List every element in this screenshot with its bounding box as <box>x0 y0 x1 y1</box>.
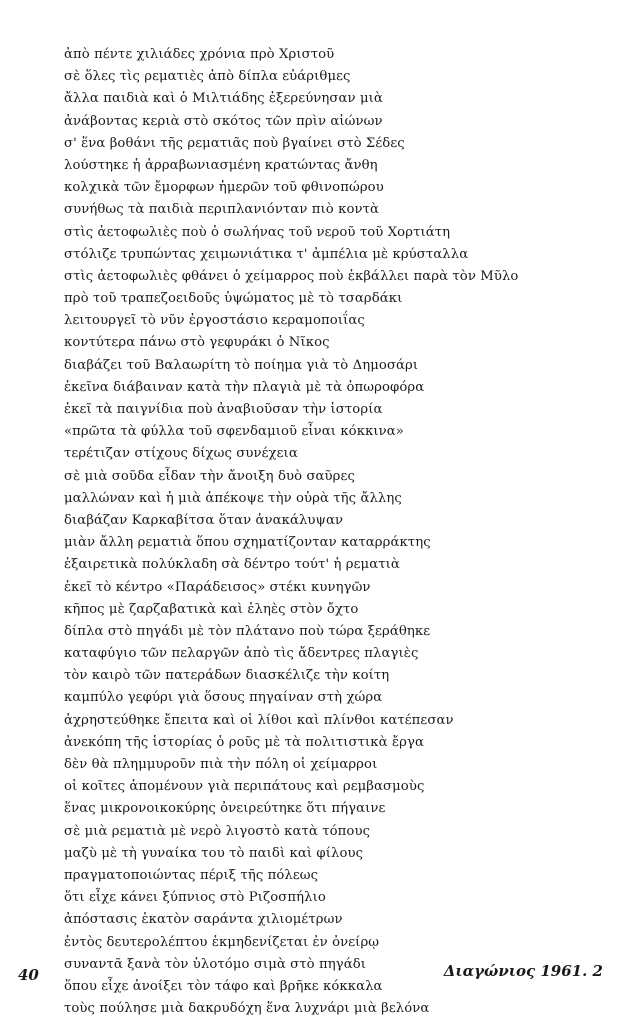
poem-line: διαβάζαν Καρκαβίτσα ὅταν ἀνακάλυψαν <box>64 512 344 528</box>
poem-line: στὶς ἀετοφωλιὲς ποὺ ὁ σωλήνας τοῦ νεροῦ τοῦ Χορτιάτη <box>64 224 451 240</box>
poem-line: μαζὺ μὲ τὴ γυναίκα του τὸ παιδὶ καὶ φίλους <box>64 845 364 861</box>
poem-line: τοὺς πούλησε μιὰ δακρυδόχη ἕνα λυχνάρι μιὰ βελόνα <box>64 1001 430 1017</box>
poem-line: δὲν θὰ πλημμυροῦν πιὰ τὴν πόλη οἱ χείμαρροι <box>64 757 378 772</box>
poem-line: λειτουργεῖ τὸ νῦν ἐργοστάσιο κεραμοποιΐας <box>64 313 365 329</box>
poem-line: ἀπόστασις ἑκατὸν σαράντα χιλιομέτρων <box>64 912 343 928</box>
poem-line: ἀνάβοντας κεριὰ στὸ σκότος τῶν πρὶν αἰώνων <box>64 113 383 129</box>
poem-line: κολχικὰ τῶν ἔμορφων ἡμερῶν τοῦ φθινοπώρου <box>64 180 384 196</box>
poem-line: μαλλώναν καὶ ἡ μιὰ ἀπέκοψε τὴν οὐρὰ τῆς ἄλλης <box>64 490 402 506</box>
poem-line: ἕνας μικρονοικοκύρης ὀνειρεύτηκε ὅτι πήγαινε <box>64 801 386 817</box>
poem-line: λούστηκε ἡ ἀρραβωνιασμένη κρατώντας ἄνθη <box>64 157 378 173</box>
poem-line: κῆπος μὲ ζαρζαβατικὰ καὶ ἐληὲς στὸν ὄχτο <box>64 601 359 617</box>
poem-line: σ' ἕνα βοθάνι τῆς ρεματιᾶς ποὺ βγαίνει στὸ Σέδες <box>64 135 405 151</box>
poem-text <box>64 44 604 1020</box>
poem-line: ὅπου εἶχε ἀνοίξει τὸν τάφο καὶ βρῆκε κόκκαλα <box>64 978 383 994</box>
poem-line: ἐξαιρετικὰ πολύκλαδη σὰ δέντρο τούτ' ἡ ρεματιὰ <box>64 557 400 573</box>
poem-line: ἀνεκόπη τῆς ἱστορίας ὁ ροῦς μὲ τὰ πολιτιστικὰ ἔργα <box>64 734 424 750</box>
poem-line: καταφύγιο τῶν πελαργῶν ἀπὸ τὶς ἄδεντρες πλαγιὲς <box>64 646 419 662</box>
poem-line: στὶς ἀετοφωλιὲς φθάνει ὁ χείμαρρος ποὺ ἐκβάλλει παρὰ τὸν Μῦλο <box>64 268 519 284</box>
journal-reference: Διαγώνιος 1961. 2 <box>443 962 603 980</box>
poem-line: δίπλα στὸ πηγάδι μὲ τὸν πλάτανο ποὺ τώρα ξεράθηκε <box>64 623 431 639</box>
poem-line: συνήθως τὰ παιδιὰ περιπλανιόνταν πιὸ κοντὰ <box>64 202 380 218</box>
poem-line: κοντύτερα πάνω στὸ γεφυράκι ὁ Νῖκος <box>64 335 330 351</box>
poem-line: σὲ μιὰ σοῦδα εἶδαν τὴν ἄνοιξη δυὸ σαῦρες <box>64 468 355 484</box>
poem-line: τερέτιζαν στίχους δίχως συνέχεια <box>64 446 298 462</box>
poem-line: στόλιζε τρυπώντας χειμωνιάτικα τ' ἀμπέλια μὲ κρύσταλλα <box>64 246 469 262</box>
poem-line: καμπύλο γεφύρι γιὰ ὅσους πηγαίναν στὴ χώρα <box>64 690 383 706</box>
poem-line: σὲ ὅλες τὶς ρεματιὲς ἀπὸ δίπλα εὐάριθμες <box>64 69 351 85</box>
poem-line: «πρῶτα τὰ φύλλα τοῦ σφενδαμιοῦ εἶναι κόκκινα» <box>64 424 404 440</box>
poem-line: ἐντὸς δευτερολέπτου ἑκμηδενίζεται ἐν ὀνείρῳ <box>64 934 380 950</box>
poem-line: ὅτι εἶχε κάνει ξύπνιος στὸ Ριζοσπήλιο <box>64 890 326 906</box>
poem-line: συναντᾶ ξανὰ τὸν ὑλοτόμο σιμὰ στὸ πηγάδι <box>64 956 367 972</box>
poem-line: ἀχρηστεύθηκε ἔπειτα καὶ οἱ λίθοι καὶ πλίνθοι κατέπεσαν <box>64 712 454 728</box>
poem-line: ἐκεῖνα διάβαιναν κατὰ τὴν πλαγιὰ μὲ τὰ ὀπωροφόρα <box>64 379 425 395</box>
poem-line: ἐκεῖ τὰ παιγνίδια ποὺ ἀναβιοῦσαν τὴν ἱστορία <box>64 402 383 417</box>
poem-line: πραγματοποιώντας πέριξ τῆς πόλεως <box>64 867 319 883</box>
page-number: 40 <box>18 966 39 984</box>
poem-line: ἄλλα παιδιὰ καὶ ὁ Μιλτιάδης ἐξερεύνησαν μιὰ <box>64 91 383 107</box>
poem-line: διαβάζει τοῦ Βαλαωρίτη τὸ ποίημα γιὰ τὸ Δημοσάρι <box>64 357 419 373</box>
poem-line: οἱ κοῖτες ἀπομένουν γιὰ περιπάτους καὶ ρεμβασμοὺς <box>64 779 425 795</box>
poem-line: σὲ μιὰ ρεματιὰ μὲ νερὸ λιγοστὸ κατὰ τόπους <box>64 823 371 839</box>
poem-line: ἀπὸ πέντε χιλιάδες χρόνια πρὸ Χριστοῦ <box>64 47 335 62</box>
poem-line: πρὸ τοῦ τραπεζοειδοῦς ὑψώματος μὲ τὸ τσαρδάκι <box>64 291 403 307</box>
poem-line: ἐκεῖ τὸ κέντρο «Παράδεισος» στέκι κυνηγῶν <box>64 579 371 595</box>
poem-line: μιὰν ἄλλη ρεματιὰ ὅπου σχηματίζονταν καταρράκτης <box>64 535 431 551</box>
poem-line: τὸν καιρὸ τῶν πατεράδων διασκέλιζε τὴν κοίτη <box>64 668 390 684</box>
